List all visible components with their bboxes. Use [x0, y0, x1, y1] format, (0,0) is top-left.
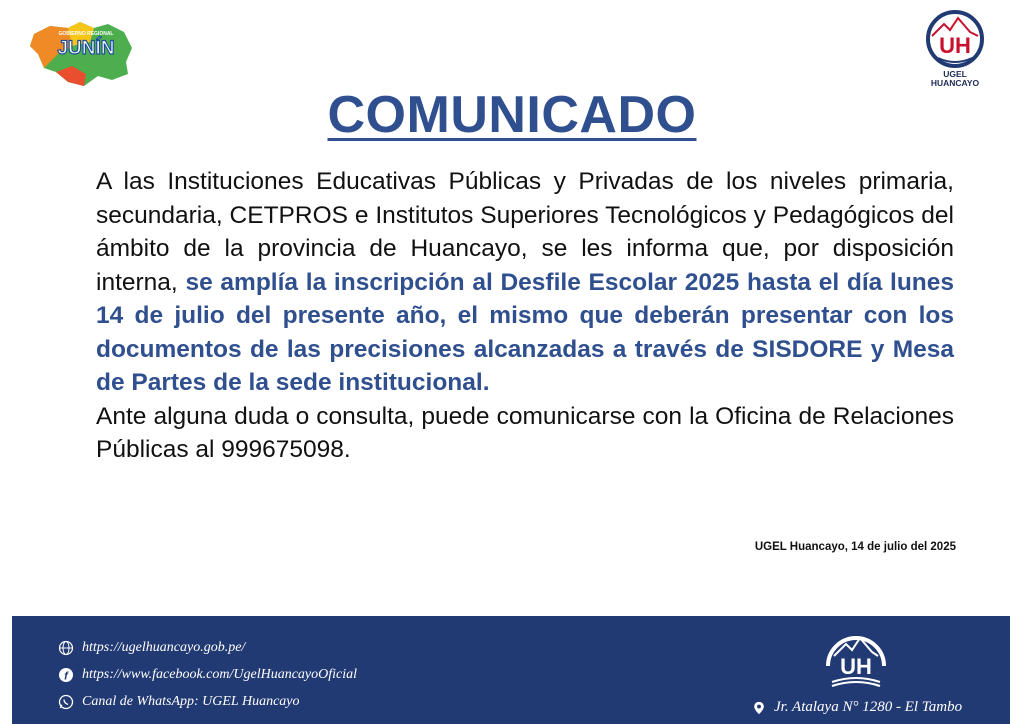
footer-whatsapp[interactable]	[58, 694, 300, 710]
title-text: COMUNICADO	[327, 86, 697, 144]
location-pin-icon	[752, 700, 766, 716]
footer-ugel-logo	[818, 626, 894, 694]
globe-icon	[58, 640, 74, 656]
announcement-paragraph	[96, 165, 954, 400]
page-title	[0, 85, 1024, 145]
ugel-logo-line2: HUANCAYO	[930, 78, 980, 88]
footer-website[interactable]	[58, 640, 245, 656]
ugel-logo-monogram: UH	[939, 33, 971, 58]
footer-facebook[interactable]	[58, 667, 357, 683]
signature-date: UGEL Huancayo, 14 de julio del 2025	[754, 541, 956, 553]
facebook-icon	[58, 667, 74, 683]
facebook-link[interactable]: https://www.facebook.com/UgelHuancayoOficial	[82, 667, 358, 682]
svg-text:f: f	[64, 670, 68, 683]
ugel-logo-line1: UGEL	[943, 69, 967, 79]
body-highlight: se amplía la inscripción al Desfile Escolar 2025 hasta el día lunes 14 de julio del presente año, el mismo que deberán presentar con los documentos de las precisiones alcanzadas a través de SISDORE y Mesa de Partes de la sede institucional.	[96, 268, 955, 396]
address-text: Jr. Atalaya N° 1280 - El Tambo	[774, 699, 963, 715]
junin-logo-text: JUNÍN	[57, 38, 115, 59]
whatsapp-icon	[58, 694, 74, 710]
body-intro: A las Instituciones Educativas Públicas y Privadas de los niveles primaria, secundaria, CETPROS e Institutos Superiores Tecnológicos y Pedagógicos del ámbito de la provincia de Huancayo, se les informa que, por disposición interna,	[96, 168, 954, 296]
footer-address	[752, 699, 962, 716]
website-link[interactable]: https://ugelhuancayo.gob.pe/	[82, 640, 246, 655]
junin-region-logo	[28, 18, 136, 88]
whatsapp-link[interactable]: Canal de WhatsApp: UGEL Huancayo	[82, 694, 300, 709]
footer-bar	[12, 616, 1010, 724]
body-contact: Ante alguna duda o consulta, puede comunicarse con la Oficina de Relaciones Públicas al 999675098.	[96, 402, 954, 463]
footer-logo-monogram: UH	[840, 654, 872, 679]
junin-logo-small-text: GOBIERNO REGIONAL	[58, 31, 114, 37]
announcement-body	[96, 165, 954, 467]
